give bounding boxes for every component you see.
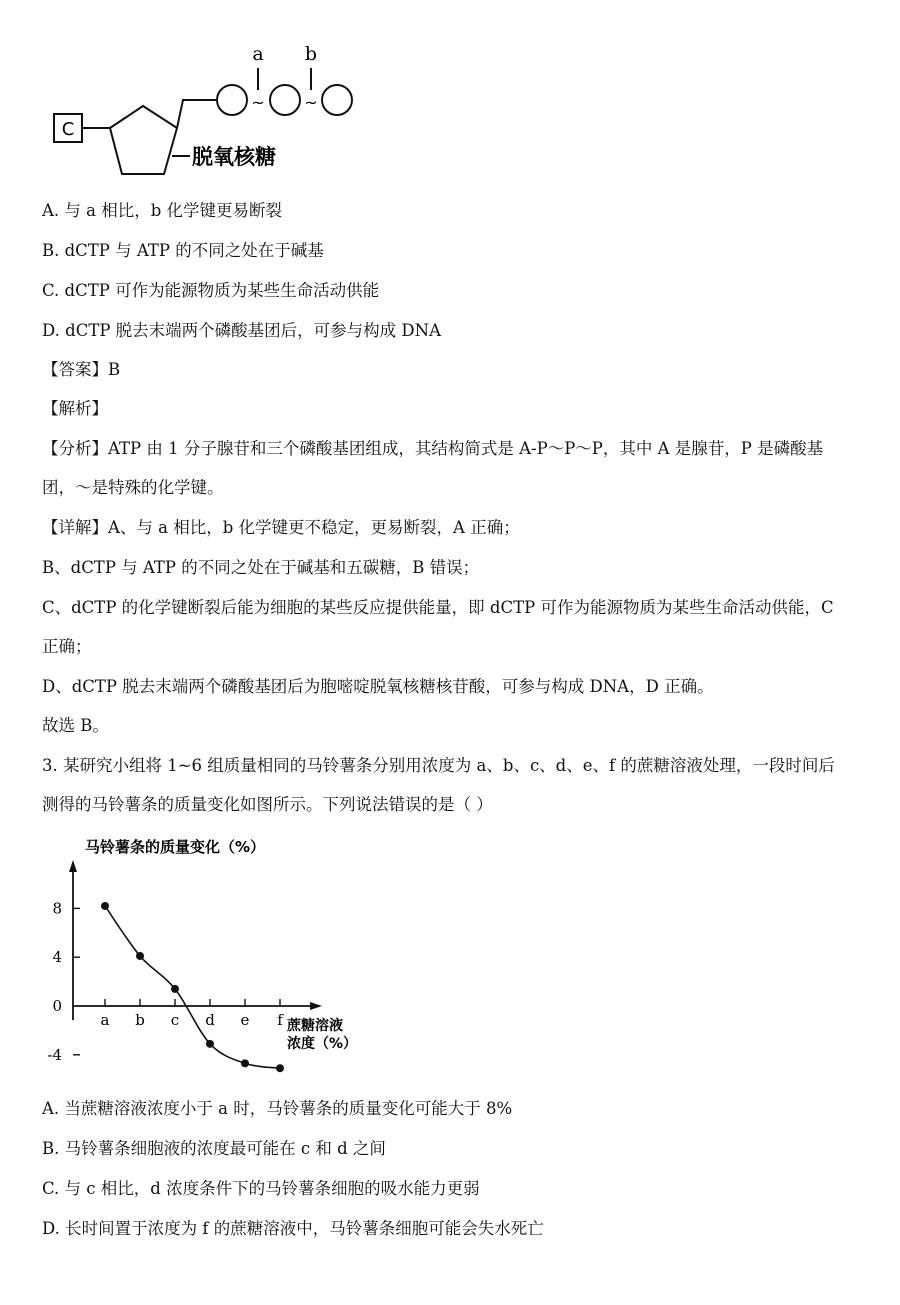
q2-analysis-line-5: C、dCTP 的化学键断裂后能为细胞的某些反应提供能量，即 dCTP 可作为能源物质为某些生命活动供能，C [42, 598, 834, 617]
sugar-label: 脱氧核糖 [192, 145, 276, 169]
q2-answer: 【答案】B [42, 360, 121, 379]
q2-analysis-line-6: 正确； [42, 637, 92, 656]
x-tick-label: f [277, 1011, 283, 1029]
bond-b-label: b [304, 43, 318, 65]
data-point [206, 1040, 214, 1048]
x-tick-label: e [240, 1011, 250, 1029]
phosphate-2 [270, 85, 300, 115]
x-axis-label-line-2: 浓度（%） [287, 1036, 358, 1052]
q2-analysis-line-7: D、dCTP 脱去末端两个磷酸基团后为胞嘧啶脱氧核糖核苷酸，可参与构成 DNA，D 正确。 [42, 677, 714, 696]
phosphate-1 [217, 85, 247, 115]
q2-option-c: C. dCTP 可作为能源物质为某些生命活动供能 [42, 281, 380, 300]
y-tick-label: 4 [52, 948, 62, 967]
series-line [105, 906, 280, 1068]
data-point [136, 952, 144, 960]
q2-analysis-line-1: 【分析】ATP 由 1 分子腺苷和三个磷酸基团组成，其结构简式是 A-P～P～P，其中 A 是腺苷，P 是磷酸基 [42, 439, 824, 458]
bond-a-mark: ~ [251, 93, 265, 112]
x-tick-label: d [205, 1011, 215, 1029]
q2-option-b: B. dCTP 与 ATP 的不同之处在于碱基 [42, 241, 324, 260]
q3-stem-line-1: 3. 某研究小组将 1~6 组质量相同的马铃薯条分别用浓度为 a、b、c、d、e、f 的蔗糖溶液处理，一段时间后 [42, 756, 835, 775]
y-axis-arrow [69, 860, 77, 872]
bond-a-label: a [252, 43, 264, 65]
sugar-pentagon [110, 106, 177, 174]
q3-stem-line-2: 测得的马铃薯条的质量变化如图所示。下列说法错误的是（ ） [42, 795, 493, 814]
x-axis-arrow [310, 1002, 322, 1010]
q2-analysis-line-8: 故选 B。 [42, 716, 109, 735]
dctp-structure-diagram [40, 38, 370, 178]
x-tick-label: b [135, 1011, 145, 1029]
q2-analysis-line-4: B、dCTP 与 ATP 的不同之处在于碱基和五碳糖，B 错误； [42, 558, 480, 577]
data-point [101, 902, 109, 910]
data-point [241, 1059, 249, 1067]
mass-change-chart [40, 830, 380, 1080]
x-axis-label-line-1: 蔗糖溶液 [287, 1018, 343, 1034]
y-tick-label: -4 [47, 1045, 62, 1064]
chart-title: 马铃薯条的质量变化（%） [85, 838, 266, 856]
x-tick-label: a [100, 1011, 110, 1029]
q2-option-a: A. 与 a 相比，b 化学键更易断裂 [42, 201, 283, 220]
data-point [276, 1064, 284, 1072]
sugar-phosphate-link [177, 100, 216, 128]
x-tick-label: c [170, 1011, 180, 1029]
q3-option-c: C. 与 c 相比，d 浓度条件下的马铃薯条细胞的吸水能力更弱 [42, 1179, 480, 1198]
q3-option-b: B. 马铃薯条细胞液的浓度最可能在 c 和 d 之间 [42, 1139, 386, 1158]
q2-option-d: D. dCTP 脱去末端两个磷酸基团后，可参与构成 DNA [42, 321, 441, 340]
phosphate-3 [322, 85, 352, 115]
bond-b-mark: ~ [304, 93, 318, 112]
q2-analysis-title: 【解析】 [42, 399, 108, 418]
q2-analysis-line-2: 团，～是特殊的化学键。 [42, 478, 224, 497]
y-tick-label: 8 [52, 899, 62, 918]
q2-analysis-line-3: 【详解】A、与 a 相比，b 化学键更不稳定，更易断裂，A 正确； [42, 518, 520, 537]
q3-option-d: D. 长时间置于浓度为 f 的蔗糖溶液中，马铃薯条细胞可能会失水死亡 [42, 1219, 544, 1238]
data-point [171, 985, 179, 993]
q3-option-a: A. 当蔗糖溶液浓度小于 a 时，马铃薯条的质量变化可能大于 8% [42, 1099, 513, 1118]
base-letter: C [61, 119, 75, 140]
y-tick-label: 0 [52, 997, 62, 1015]
